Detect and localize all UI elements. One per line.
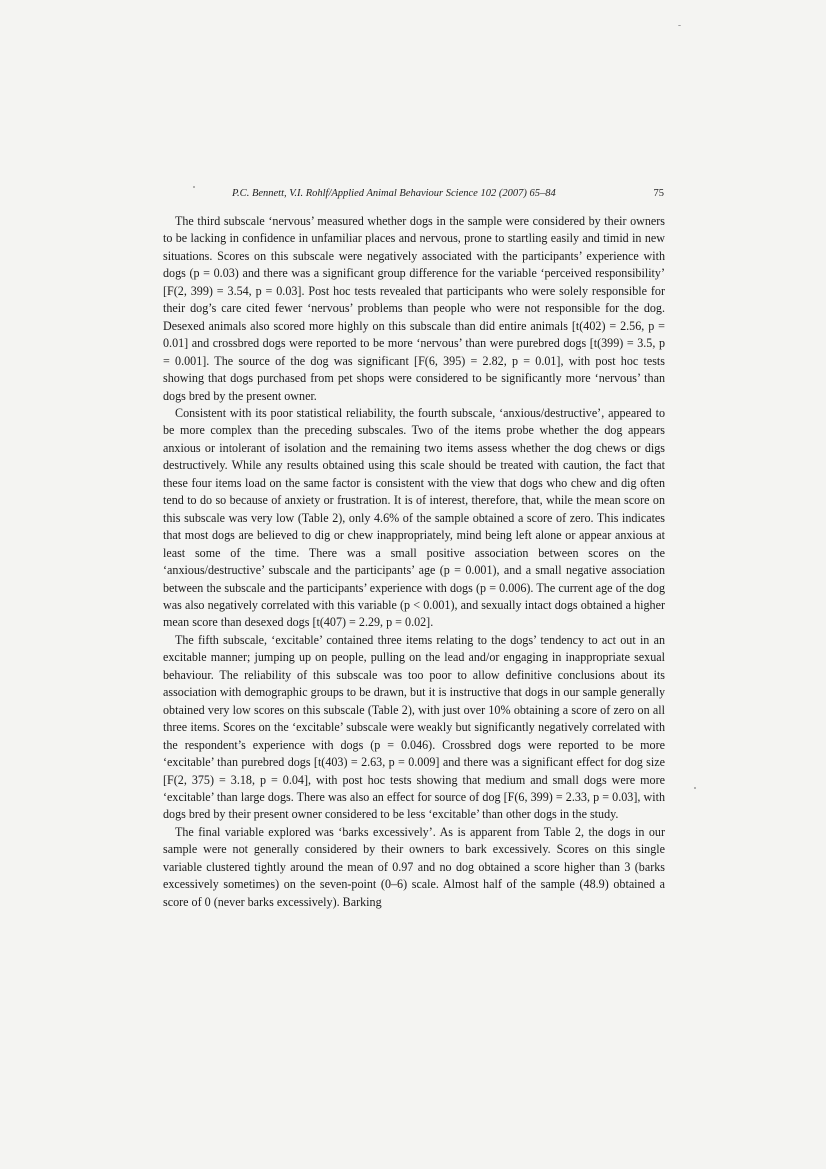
paragraph-barks-excessively: The final variable explored was ‘barks excessively’. As is apparent from Table 2, the dogs in our sample were not generally considered by their owners to bark excessively. Scores on this single variable clustered tightly around the mean of 0.97 and no dog obtained a score higher than 3 (barks excessively sometimes) on the seven-point (0–6) scale. Almost half of the sample (48.9) obtained a score of 0 (never barks excessively). Barking [163,824,665,909]
scan-speck [678,25,681,26]
paragraph-excitable-subscale: The fifth subscale, ‘excitable’ contained three items relating to the dogs’ tendency to act out in an excitable manner; jumping up on people, pulling on the lead and/or engaging in inappropriate sexual behaviour. The reliability of this subscale was too poor to allow definitive conclusions about its association with demographic groups to be drawn, but it is instructive that dogs in our sample generally obtained very low scores on this subscale (Table 2), with just over 10% obtaining a score of zero on all three items. Scores on the ‘excitable’ subscale were weakly but significantly negatively correlated with the respondent’s experience with dogs (p = 0.046). Crossbred dogs were reported to be more ‘excitable’ than purebred dogs [t(403) = 2.63, p = 0.009] and there was a significant effect for dog size [F(2, 375) = 3.18, p = 0.04], with post hoc tests showing that medium and small dogs were more ‘excitable’ than large dogs. There was also an effect for source of dog [F(6, 399) = 2.33, p = 0.03], with dogs bred by their present owner considered to be less ‘excitable’ than other dogs in the study. [163,632,665,822]
page-number: 75 [653,188,664,199]
body-text [163,213,665,911]
scan-speck [193,186,195,188]
running-title: P.C. Bennett, V.I. Rohlf/Applied Animal Behaviour Science 102 (2007) 65–84 [232,188,556,199]
paragraph-nervous-subscale: The third subscale ‘nervous’ measured whether dogs in the sample were considered by their owners to be lacking in confidence in unfamiliar places and nervous, prone to startling easily and timid in new situations. Scores on this subscale were negatively associated with the participants’ experience with dogs (p = 0.03) and there was a significant group difference for the variable ‘perceived responsibility’ [F(2, 399) = 3.54, p = 0.03]. Post hoc tests revealed that participants who were solely responsible for their dog’s care cited fewer ‘nervous’ problems than people who were not responsible for the dog. Desexed animals also scored more highly on this subscale than did entire animals [t(402) = 2.56, p = 0.01] and crossbred dogs were reported to be more ‘nervous’ than were purebred dogs [t(399) = 3.5, p = 0.001]. The source of the dog was significant [F(6, 395) = 2.82, p = 0.01], with post hoc tests showing that dogs purchased from pet shops were considered to be significantly more ‘nervous’ than dogs bred by the present owner. [163,214,665,403]
scan-speck [694,787,696,789]
running-header [232,188,664,199]
paragraph-anxious-destructive-subscale: Consistent with its poor statistical reliability, the fourth subscale, ‘anxious/destructive’, appeared to be more complex than the preceding subscales. Two of the items probe whether the dog appears anxious or intolerant of isolation and the remaining two items assess whether the dog chews or digs destructively. While any results obtained using this scale should be treated with caution, the fact that these four items load on the same factor is consistent with the view that dogs who chew and dig often tend to do so because of anxiety or frustration. It is of interest, therefore, that, while the mean score on this subscale was very low (Table 2), only 4.6% of the sample obtained a score of zero. This indicates that most dogs are believed to dig or chew inappropriately, mind being left alone or appear anxious at least some of the time. There was a small positive association between scores on the ‘anxious/destructive’ subscale and the participants’ age (p = 0.001), and a small negative association between the subscale and the participants’ experience with dogs (p = 0.006). The current age of the dog was also negatively correlated with this variable (p < 0.001), and sexually intact dogs obtained a higher mean score than desexed dogs [t(407) = 2.29, p = 0.02]. [163,405,665,630]
